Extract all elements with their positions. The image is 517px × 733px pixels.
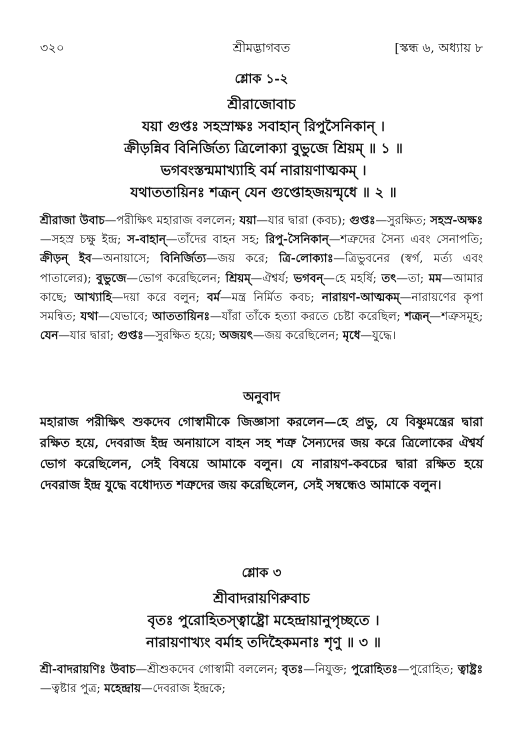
synonym-word: নারায়ণ-আত্মকম্ xyxy=(321,289,400,304)
synonym-meaning: যেভাবে; xyxy=(109,309,153,324)
synonym-word: পুরোহিতঃ xyxy=(351,662,398,676)
synonym-meaning: মন্ত্র নির্মিত কবচ; xyxy=(231,289,322,304)
synonym-word: বুভুজে xyxy=(96,270,127,285)
verse-line: নারায়ণাখ্যং বর্মাহ তদিহৈকমনাঃ শৃণু ॥ ৩ ॥ xyxy=(146,635,381,651)
synonym-word: আততায়িনঃ xyxy=(152,309,210,324)
verse-line: বৃতঃ পুরোহিতস্ত্বাষ্ট্রো মহেন্দ্রায়ানুপৃচ্ছতে । xyxy=(147,613,380,629)
synonym-meaning: তাঁদের বাহন সহ; xyxy=(177,232,266,247)
synonym-meaning: পুরোহিত; xyxy=(409,662,458,676)
synonym-word: মহেন্দ্রায় xyxy=(104,681,141,696)
verse-heading: শ্লোক ১-২ xyxy=(234,72,289,87)
sanskrit-verse xyxy=(50,116,477,204)
book-title: শ্রীমদ্ভাগবত xyxy=(232,40,291,55)
synonym-meaning: পরীক্ষিৎ মহারাজ বললেন; xyxy=(116,213,240,227)
synonym-word: আখ্যাহি xyxy=(74,289,112,304)
page-number: ৩২০ xyxy=(40,40,65,55)
synonym-word: বৃতঃ xyxy=(282,662,304,676)
verse-line: যথাততায়িনঃ শত্রূন্ যেন গুপ্তোহজয়ন্মৃধে ॥ ২ ॥ xyxy=(130,185,397,201)
synonym-meaning: যার দ্বারা; xyxy=(69,328,118,343)
synonym-word: যয়া xyxy=(239,213,257,227)
synonym-meaning: অনায়াসে; xyxy=(103,251,161,266)
synonym-word: শত্রূন্ xyxy=(404,309,430,324)
synonym-meaning: শত্রুসমূহ; xyxy=(441,309,484,324)
synonym-meaning: সহস্র চক্ষু ইন্দ্র; xyxy=(51,232,128,247)
verse-line: ভগবংস্তন্মমাখ্যাহি বর্ম নারায়ণাত্মকম্ । xyxy=(160,163,367,179)
synonym-word: বর্ম xyxy=(207,289,220,304)
synonym-word: শ্রিয়ম্ xyxy=(225,270,251,285)
synonym-word: তৎ xyxy=(381,270,397,285)
synonym-meaning: যুদ্ধে। xyxy=(371,328,396,343)
synonym-word: মম xyxy=(428,270,442,285)
synonym-meaning: শত্রুদের সৈন্য এবং সেনাপতি; xyxy=(340,232,483,247)
synonym-meaning: শ্রীশুকদেব গোস্বামী বললেন; xyxy=(147,662,282,676)
synonym-word: শ্রীরাজা উবাচ xyxy=(40,213,105,227)
synonym-meaning: যাঁরা তাঁকে হত্যা করতে চেষ্টা করেছিল; xyxy=(221,309,405,324)
page-header xyxy=(40,40,483,60)
synonym-meaning: জয় করেছিলেন; xyxy=(264,328,343,343)
synonym-word: অজয়ৎ xyxy=(219,328,253,343)
synonym-meaning: ত্রিভুবনের (স্বর্গ, মর্ত্য এবং পাতালের); xyxy=(40,251,483,285)
word-meanings: শ্রীরাজা উবাচ—পরীক্ষিৎ মহারাজ বললেন; যয়া—যার দ্বারা (কবচ); গুপ্তঃ—সুরক্ষিত; সহস্র-অক্ষঃ—সহস্র চক্ষু ইন্দ্র; স-বাহান্—তাঁদের বাহন সহ; রিপু-সৈনিকান্—শত্রুদের সৈন্য এবং সেনাপতি; ক্রীড়ন্ ইব—অনায়াসে; বিনির্জিত্য—জয় করে; ত্রি-লোক্যাঃ—ত্রিভুবনের (স্বর্গ, মর্ত্য এবং পাতালের); বুভুজে—ভোগ করেছিলেন; শ্রিয়ম্—ঐশ্বর্য; ভগবন্—হে মহর্ষি; তৎ—তা; মম—আমার কাছে; আখ্যাহি—দয়া করে বলুন; বর্ম—মন্ত্র নির্মিত কবচ; নারায়ণ-আত্মকম্—নারায়ণের কৃপা সমন্বিত; যথা—যেভাবে; আততায়িনঃ—যাঁরা তাঁকে হত্যা করতে চেষ্টা করেছিল; শত্রূন্—শত্রুসমূহ; যেন—যার দ্বারা; গুপ্তঃ—সুরক্ষিত হয়ে; অজয়ৎ—জয় করেছিলেন; মৃধে—যুদ্ধে। xyxy=(40,213,484,343)
synonym-word: যেন xyxy=(40,328,59,343)
synonym-meaning: ভোগ করেছিলেন; xyxy=(137,270,226,285)
synonym-meaning: ত্বষ্টার পুত্র; xyxy=(51,681,105,696)
speaker-heading: শ্রীবাদরায়ণিরুবাচ xyxy=(213,591,310,607)
verse-line: ক্রীড়ন্নিব বিনির্জিত্য ত্রিলোক্যা বুভুজে শ্রিয়ম্ ॥ ১ ॥ xyxy=(124,141,403,157)
synonym-meaning: সুরক্ষিত; xyxy=(387,213,431,227)
synonym-meaning: ঐশ্বর্য; xyxy=(262,270,294,285)
synonym-word: ত্রি-লোক্যাঃ xyxy=(279,251,334,266)
synonym-word: গুপ্তঃ xyxy=(117,328,144,343)
verse-heading: শ্লোক ৩ xyxy=(241,566,282,581)
synonym-word: বিনির্জিত্য xyxy=(160,251,207,266)
verse-line: যয়া গুপ্তঃ সহস্রাক্ষঃ সবাহান্ রিপুসৈনিকান্ । xyxy=(142,119,385,135)
synonym-meaning: সুরক্ষিত হয়ে; xyxy=(155,328,220,343)
synonym-meaning: নারায়ণের কৃপা সমন্বিত; xyxy=(40,289,484,324)
synonym-word: ক্রীড়ন্ ইব xyxy=(40,251,92,266)
speaker-heading: শ্রীরাজোবাচ xyxy=(227,97,296,113)
synonym-word: যথা xyxy=(80,309,99,324)
translation-heading: অনুবাদ xyxy=(243,390,280,405)
synonym-word: গুপ্তঃ xyxy=(349,213,376,227)
word-meanings: শ্রী-বাদরায়ণিঃ উবাচ—শ্রীশুকদেব গোস্বামী বললেন; বৃতঃ—নিযুক্ত; পুরোহিতঃ—পুরোহিত; ত্বাষ্ট্রঃ—ত্বষ্টার পুত্র; মহেন্দ্রায়—দেবরাজ ইন্দ্রকে; xyxy=(40,662,483,696)
synonym-word: ত্বাষ্ট্রঃ xyxy=(457,662,483,676)
synonym-meaning: আমার কাছে; xyxy=(40,270,484,304)
synonym-word: স-বাহান্ xyxy=(127,232,166,247)
synonym-meaning: তা; xyxy=(408,270,429,285)
synonym-meaning: নিযুক্ত; xyxy=(314,662,352,676)
synonym-word: মৃধে xyxy=(342,328,361,343)
synonym-meaning: দয়া করে বলুন; xyxy=(123,289,208,304)
synonym-meaning: হে মহর্ষি; xyxy=(334,270,382,285)
translation-text: মহারাজ পরীক্ষিৎ শুকদেব গোস্বামীকে জিজ্ঞাসা করলেন—হে প্রভু, যে বিষ্ণুমন্ত্রের দ্বারা রক্ষিত হয়ে, দেবরাজ ইন্দ্র অনায়াসে বাহন সহ শত্রু সৈন্যদের জয় করে ত্রিলোকের ঐশ্বর্য ভোগ করেছিলেন, সেই বিষয়ে আমাকে বলুন। যে নারায়ণ-কবচের দ্বারা রক্ষিত হয়ে দেবরাজ ইন্দ্র যুদ্ধে বধোদ্যত শত্রুদের জয় করেছিলেন, সেই সম্বন্ধেও আমাকে বলুন। xyxy=(40,414,483,492)
synonym-word: সহস্র-অক্ষঃ xyxy=(430,213,483,227)
synonym-meaning: জয় করে; xyxy=(217,251,280,266)
synonym-word: শ্রী-বাদরায়ণিঃ উবাচ xyxy=(40,662,136,676)
synonym-meaning: যার দ্বারা (কবচ); xyxy=(267,213,350,227)
synonym-meaning: দেবরাজ ইন্দ্রকে; xyxy=(152,681,226,696)
synonym-word: রিপু-সৈনিকান্ xyxy=(265,232,329,247)
chapter-reference: [স্কন্ধ ৬, অধ্যায় ৮ xyxy=(394,40,483,55)
synonym-word: ভগবন্ xyxy=(293,270,324,285)
sanskrit-verse xyxy=(50,610,477,654)
